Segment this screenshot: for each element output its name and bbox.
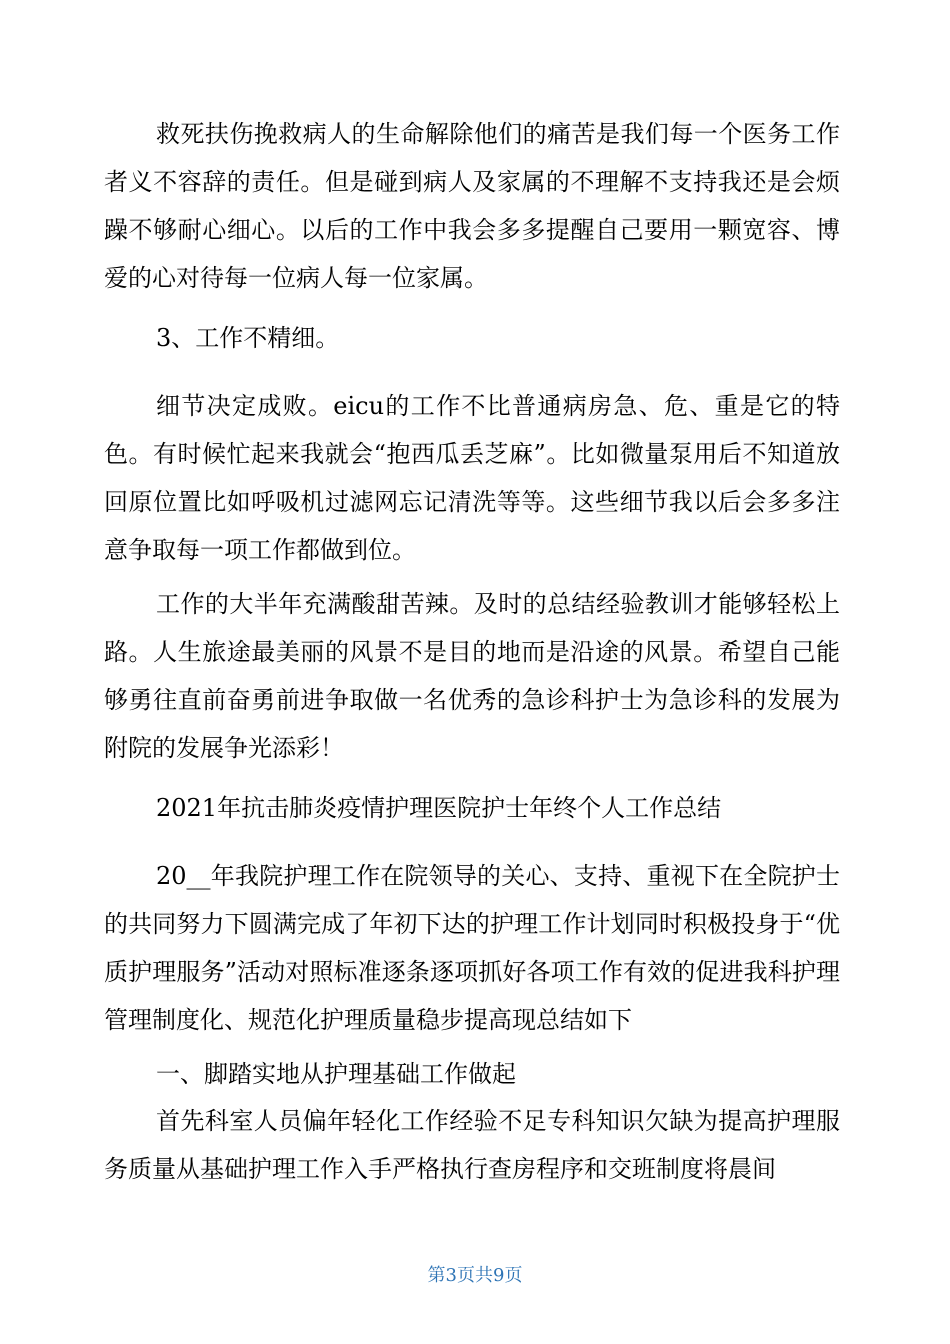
body-paragraph: 工作的大半年充满酸甜苦辣。及时的总结经验教训才能够轻松上路。人生旅途最美丽的风景不是目的地而是沿途的风景。希望自己能够勇往直前奋勇前进争取做一名优秀的急诊科护士为急诊科的发展为附院的发展争光添彩！ [104,590,840,762]
page-number-footer: 第3页共9页 [427,1265,523,1286]
body-paragraph: 救死扶伤挽救病人的生命解除他们的痛苦是我们每一个医务工作者义不容辞的责任。但是碰到病人及家属的不理解不支持我还是会烦躁不够耐心细心。以后的工作中我会多多提醒自己要用一颗宽容、博爱的心对待每一位病人每一位家属。 [104,120,840,292]
document-title: 2021年抗击肺炎疫情护理医院护士年终个人工作总结 [156,794,722,822]
section-heading: 一、脚踏实地从护理基础工作做起 [156,1060,516,1088]
body-paragraph: 首先科室人员偏年轻化工作经验不足专科知识欠缺为提高护理服务质量从基础护理工作入手严格执行查房程序和交班制度将晨间 [104,1107,840,1183]
body-paragraph: 细节决定成败。eicu的工作不比普通病房急、危、重是它的特色。有时候忙起来我就会“抱西瓜丢芝麻”。比如微量泵用后不知道放回原位置比如呼吸机过滤网忘记清洗等等。这些细节我以后会多多注意争取每一项工作都做到位。 [104,392,840,564]
section-heading: 3、工作不精细。 [156,324,340,352]
body-paragraph: 20__年我院护理工作在院领导的关心、支持、重视下在全院护士的共同努力下圆满完成了年初下达的护理工作计划同时积极投身于“优质护理服务”活动对照标准逐条逐项抓好各项工作有效的促进我科护理管理制度化、规范化护理质量稳步提高现总结如下 [104,862,840,1034]
